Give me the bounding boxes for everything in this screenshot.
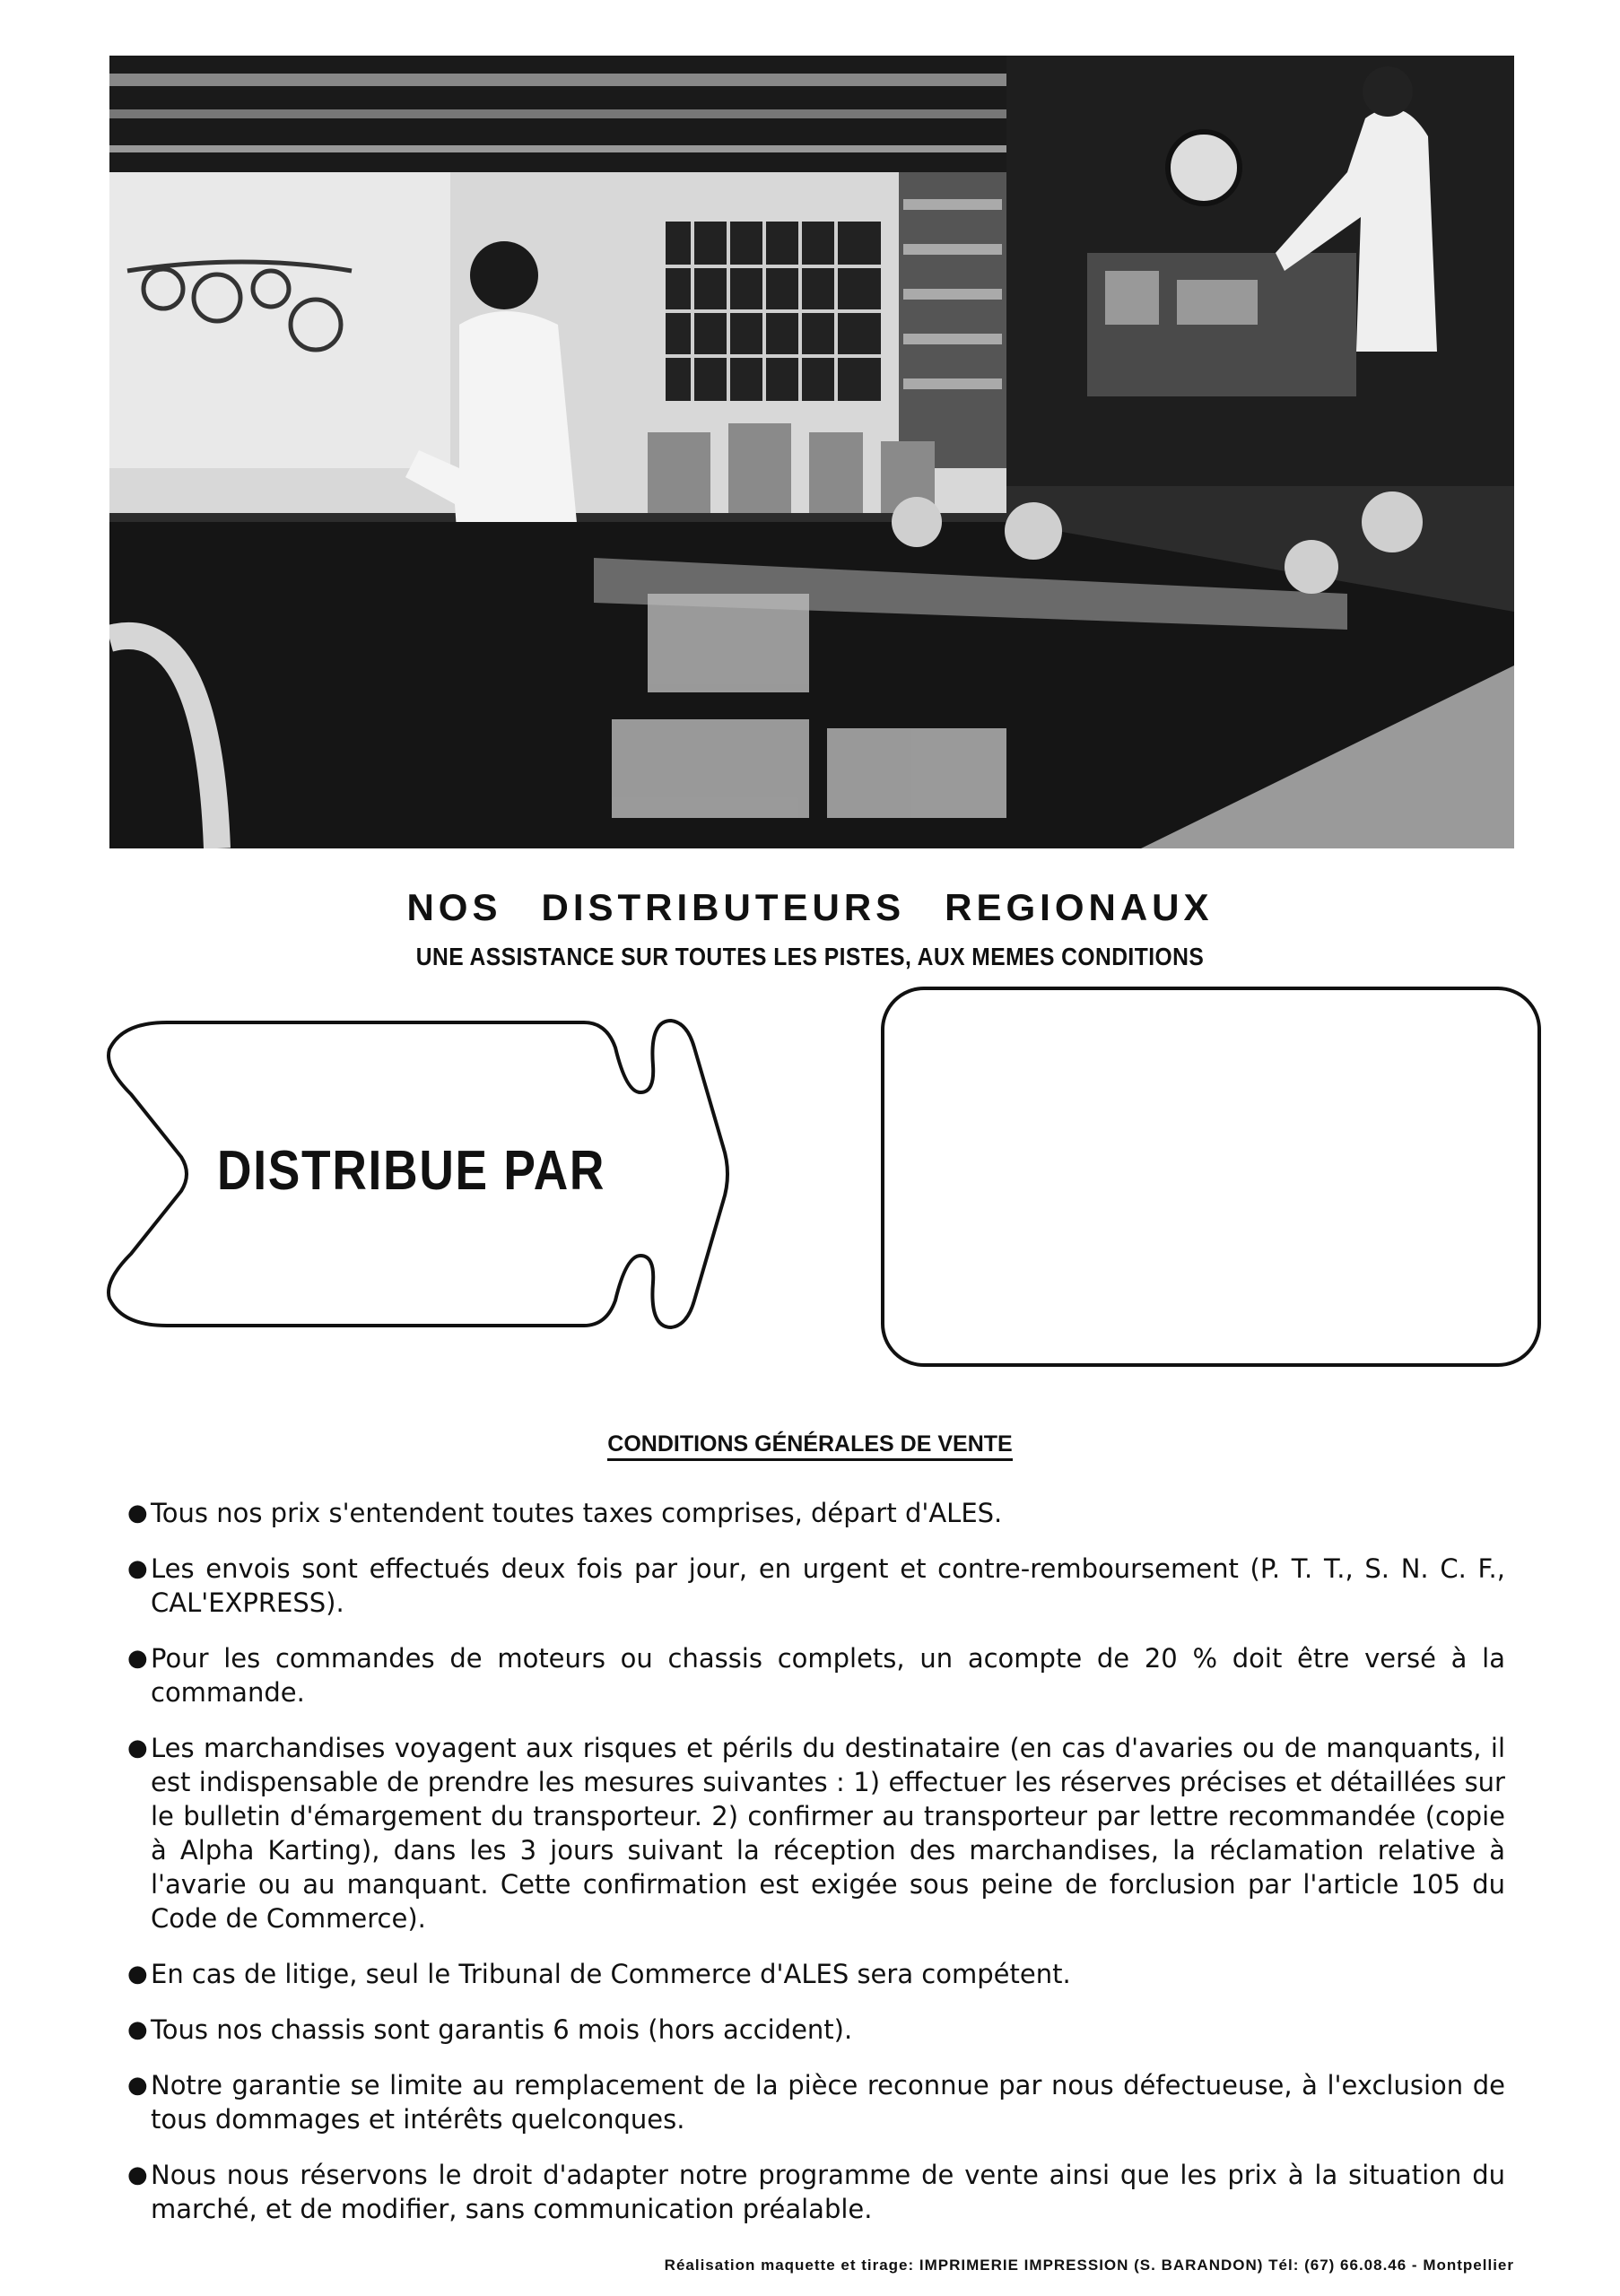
condition-item (124, 1731, 1505, 1935)
condition-text: Nous nous réservons le droit d'adapter notre programme de vente ainsi que les prix à la situation du marché, et de modifier, sans communication préalable. (151, 2160, 1505, 2224)
headline-subtitle: UNE ASSISTANCE SUR TOUTES LES PISTES, AUX MEMES CONDITIONS (415, 943, 1205, 970)
bullet-icon: ● (127, 1555, 148, 1582)
distributor-stamp-box (881, 987, 1541, 1367)
bullet-icon: ● (127, 1645, 148, 1672)
distributor-label: DISTRIBUE PAR (217, 1140, 606, 1202)
headline-title (0, 886, 1620, 929)
headline-word: REGIONAUX (945, 886, 1214, 928)
bullet-icon: ● (127, 2161, 148, 2188)
condition-text: Les envois sont effectués deux fois par jour, en urgent et contre-remboursement (P. T. T., S. N. C. F., CAL'EXPRESS). (151, 1553, 1505, 1618)
workshop-photo-icon (109, 56, 1514, 848)
condition-text: Tous nos prix s'entendent toutes taxes comprises, départ d'ALES. (151, 1498, 1003, 1528)
bullet-icon: ● (127, 1500, 148, 1526)
condition-item (124, 1957, 1505, 1991)
bullet-icon: ● (127, 1735, 148, 1761)
printer-credit: Réalisation maquette et tirage: IMPRIMERIE IMPRESSION (S. BARANDON) Tél: (67) 66.08.46 - Montpellier (664, 2257, 1514, 2274)
headline-word: NOS (406, 886, 502, 928)
condition-text: Pour les commandes de moteurs ou chassis complets, un acompte de 20 % doit être versé à la commande. (151, 1643, 1505, 1708)
condition-text: En cas de litige, seul le Tribunal de Commerce d'ALES sera compétent. (151, 1959, 1071, 1989)
bullet-icon: ● (127, 2016, 148, 2043)
conditions-title-text: CONDITIONS GÉNÉRALES DE VENTE (607, 1431, 1012, 1461)
headline-word: DISTRIBUTEURS (541, 886, 906, 928)
condition-item (124, 2158, 1505, 2226)
conditions-list (124, 1496, 1505, 2248)
condition-item (124, 1641, 1505, 1709)
condition-item (124, 2013, 1505, 2047)
condition-text: Tous nos chassis sont garantis 6 mois (hors accident). (151, 2014, 853, 2045)
condition-item (124, 2068, 1505, 2136)
conditions-title (0, 1431, 1620, 1457)
condition-item (124, 1496, 1505, 1530)
condition-text: Les marchandises voyagent aux risques et périls du destinataire (en cas d'avaries ou de manquants, il est indispensable de prendre les mesures suivantes : 1) effectuer les réserves précises et détaillées sur le bulletin d'émargement du transporteur. 2) confirmer au transporteur par lettre recommandée (copie à Alpha Karting), dans les 3 jours suivant la réception des marchandises, la réclamation relative à l'avarie ou au manquant. Cette confirmation est exigée sous peine de forclusion par l'article 105 du Code de Commerce). (151, 1733, 1505, 1934)
workshop-photo (109, 56, 1514, 848)
condition-item (124, 1552, 1505, 1620)
condition-text: Notre garantie se limite au remplacement de la pièce reconnue par nous défectueuse, à l'exclusion de tous dommages et intérêts quelconques. (151, 2070, 1505, 2135)
bullet-icon: ● (127, 1961, 148, 1987)
bullet-icon: ● (127, 2072, 148, 2099)
